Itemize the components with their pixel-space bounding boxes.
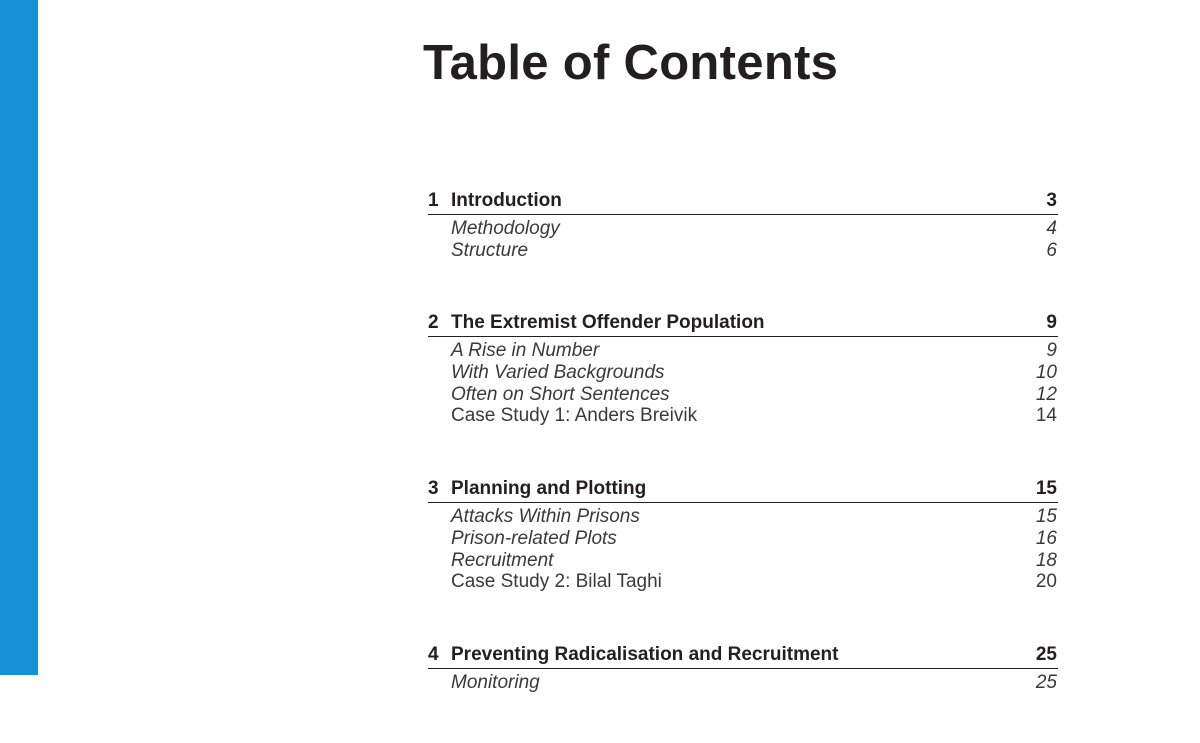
toc-section [428,476,1058,593]
section-heading[interactable] [428,642,1058,669]
section-number: 1 [428,190,439,211]
section-page-number: 3 [1046,190,1057,211]
toc-entry[interactable] [428,506,1058,528]
toc-entry[interactable] [428,340,1058,362]
page-title: Table of Contents [423,36,839,90]
entry-page-number: 20 [1035,571,1057,593]
toc-entry[interactable] [428,550,1058,572]
toc-entry[interactable] [428,240,1058,262]
toc-section [428,188,1058,261]
toc-section [428,642,1058,694]
toc-entry[interactable] [428,384,1058,406]
entry-page-number: 25 [1035,671,1057,693]
toc-entry[interactable] [428,672,1058,694]
entry-title: Monitoring [451,671,540,693]
entry-title: Recruitment [451,549,554,571]
section-page-number: 9 [1046,312,1057,334]
toc-entry[interactable] [428,571,1058,593]
entry-title: A Rise in Number [451,340,600,362]
entry-title: Case Study 2: Bilal Taghi [451,571,662,593]
section-heading[interactable] [428,310,1058,337]
accent-side-bar [0,0,38,675]
entry-title: Structure [451,239,529,261]
entry-page-number: 14 [1035,405,1057,427]
section-entries [428,215,1058,261]
entry-page-number: 6 [1046,239,1057,261]
table-of-contents [428,188,1058,743]
section-number: 3 [428,478,439,500]
section-entries [428,669,1058,694]
entry-page-number: 18 [1035,549,1057,571]
toc-entry[interactable] [428,362,1058,384]
entry-title: Methodology [451,218,560,239]
entry-page-number: 10 [1035,362,1057,384]
section-entries [428,337,1058,427]
section-heading[interactable] [428,188,1058,215]
toc-entry[interactable] [428,405,1058,427]
entry-title: Prison-related Plots [451,527,617,549]
section-title: The Extremist Offender Population [451,312,765,334]
section-heading[interactable] [428,476,1058,503]
entry-page-number: 16 [1035,527,1057,549]
toc-entry[interactable] [428,218,1058,240]
section-title: Preventing Radicalisation and Recruitment [451,643,839,665]
section-number: 4 [428,643,439,665]
toc-entry[interactable] [428,528,1058,550]
entry-page-number: 15 [1035,506,1057,528]
entry-title: Often on Short Sentences [451,383,670,405]
entry-title: Attacks Within Prisons [451,506,640,528]
section-title: Planning and Plotting [451,478,647,500]
toc-section [428,310,1058,427]
section-entries [428,503,1058,593]
entry-title: With Varied Backgrounds [451,362,665,384]
section-page-number: 25 [1035,643,1057,665]
entry-page-number: 4 [1046,218,1057,239]
section-page-number: 15 [1035,478,1057,500]
entry-title: Case Study 1: Anders Breivik [451,405,698,427]
section-title: Introduction [451,190,562,211]
section-number: 2 [428,312,439,334]
entry-page-number: 12 [1035,383,1057,405]
entry-page-number: 9 [1046,340,1057,362]
